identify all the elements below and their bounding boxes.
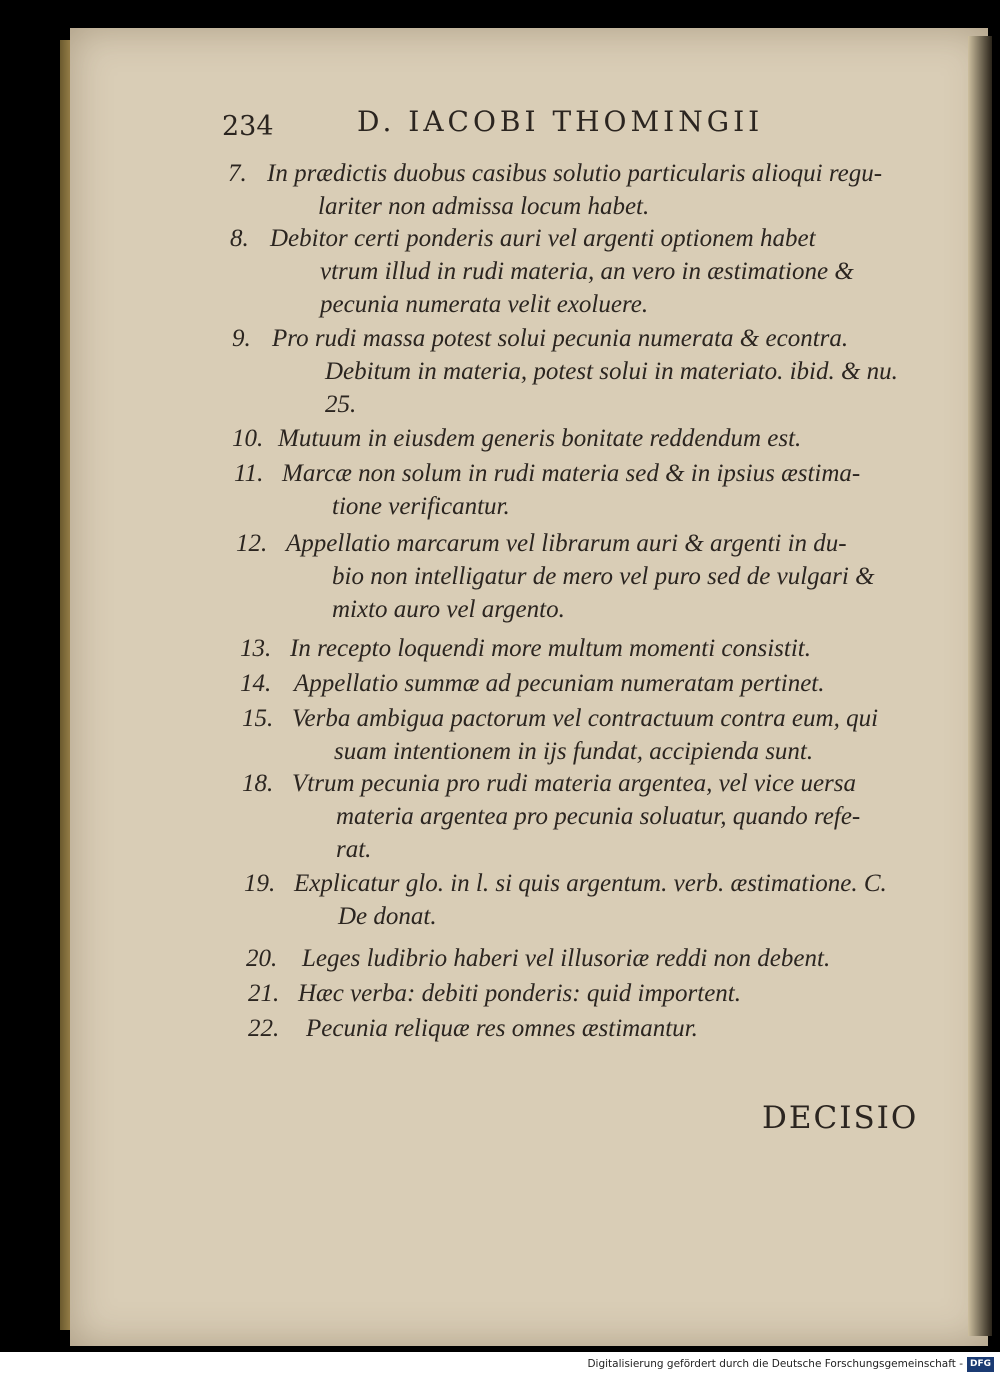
entry-number: 19. [244, 870, 276, 897]
entry-line: vtrum illud in rudi materia, an vero in æstimatione & [320, 258, 854, 285]
entry-number: 18. [242, 770, 274, 797]
entry-number: 8. [230, 225, 249, 252]
entry-number: 14. [240, 670, 272, 697]
catchword: DECISIO [762, 1100, 919, 1136]
entry-line: tione verificantur. [332, 493, 510, 520]
entry-line: De donat. [338, 903, 437, 930]
entry-line: In recepto loquendi more multum momenti consistit. [290, 635, 811, 662]
entry-line: Vtrum pecunia pro rudi materia argentea, vel vice uersa [292, 770, 857, 797]
entry-line: Verba ambigua pactorum vel contractuum contra eum, qui [292, 705, 879, 732]
entry-number: 20. [246, 945, 278, 972]
footer-text: Digitalisierung gefördert durch die Deutsche Forschungsgemeinschaft - [587, 1358, 963, 1370]
page-number: 234 [222, 111, 274, 142]
entry-number: 11. [234, 460, 264, 487]
entry-line: 25. [325, 391, 357, 418]
entry-line: rat. [336, 836, 372, 863]
entry-number: 21. [248, 980, 280, 1007]
entry-line: Marcæ non solum in rudi materia sed & in ipsius æstima- [282, 460, 861, 487]
entry-line: bio non intelligatur de mero vel puro sed de vulgari & [332, 563, 875, 590]
entry-number: 7. [228, 160, 247, 187]
entry-line: Pecunia reliquæ res omnes æstimantur. [306, 1015, 698, 1042]
entry-line: pecunia numerata velit exoluere. [320, 291, 649, 318]
entry-line: Hæc verba: debiti ponderis: quid importent. [298, 980, 741, 1007]
entry-line: Appellatio summæ ad pecuniam numeratam pertinet. [294, 670, 825, 697]
running-title: D. IACOBI THOMINGII [357, 105, 764, 138]
footer-bar [0, 1352, 1000, 1376]
entry-line: Debitor certi ponderis auri vel argenti optionem habet [270, 225, 816, 252]
entry-number: 10. [232, 425, 264, 452]
entry-line: Explicatur glo. in l. si quis argentum. verb. æstimatione. C. [294, 870, 887, 897]
entry-line: Debitum in materia, potest solui in materiato. ibid. & nu. [325, 358, 898, 385]
entry-line: Leges ludibrio haberi vel illusoriæ reddi non debent. [302, 945, 831, 972]
entry-number: 13. [240, 635, 272, 662]
dfg-logo: DFG [967, 1357, 994, 1372]
entry-line: suam intentionem in ijs fundat, accipienda sunt. [334, 738, 814, 765]
entry-line: Appellatio marcarum vel librarum auri & argenti in du- [286, 530, 847, 557]
entry-line: materia argentea pro pecunia soluatur, quando refe- [336, 803, 861, 830]
entry-line: lariter non admissa locum habet. [318, 193, 650, 220]
entry-number: 9. [232, 325, 251, 352]
page-edge [968, 36, 992, 1336]
entry-number: 12. [236, 530, 268, 557]
entry-number: 15. [242, 705, 274, 732]
entry-line: mixto auro vel argento. [332, 596, 565, 623]
entry-line: In prædictis duobus casibus solutio particularis alioqui regu- [267, 160, 883, 187]
entry-number: 22. [248, 1015, 280, 1042]
entry-line: Mutuum in eiusdem generis bonitate reddendum est. [278, 425, 802, 452]
entry-line: Pro rudi massa potest solui pecunia numerata & econtra. [272, 325, 849, 352]
